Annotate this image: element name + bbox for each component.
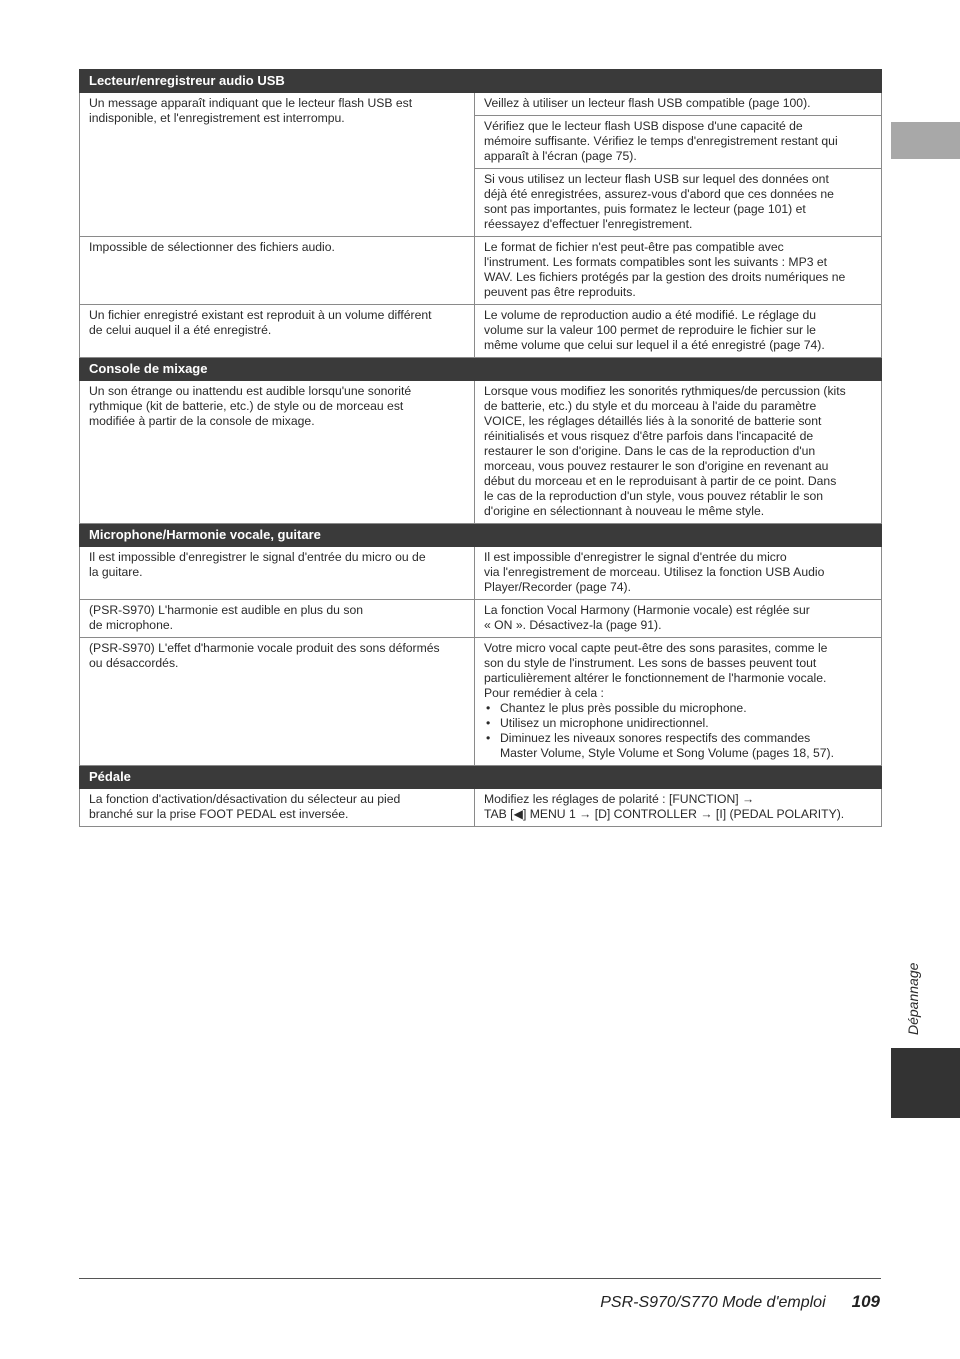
problem-cell xyxy=(80,93,475,237)
solution-text: La fonction Vocal Harmony (Harmonie vocale) est réglée sur « ON ». Désactivez-la (page 91). xyxy=(484,603,810,632)
solution-cell xyxy=(475,600,882,638)
problem-cell xyxy=(80,547,475,600)
table-row xyxy=(80,93,882,116)
solution-text: Le format de fichier n'est peut-être pas compatible avec l'instrument. Les formats compatibles sont les suivants : MP3 et WAV. Les fichiers protégés par la gestion des droits numériques ne peuvent pas être reproduits. xyxy=(484,240,846,299)
table-row xyxy=(80,600,882,638)
problem-cell xyxy=(80,789,475,827)
problem-cell xyxy=(80,638,475,766)
section-header-row xyxy=(80,70,882,93)
problem-cell xyxy=(80,237,475,305)
table-row xyxy=(80,789,882,827)
problem-text: Un fichier enregistré existant est reproduit à un volume différent de celui auquel il a été enregistré. xyxy=(89,308,432,337)
solution-bullet-list xyxy=(484,701,873,761)
table-row xyxy=(80,381,882,524)
solution-cell xyxy=(475,237,882,305)
problem-text: Un son étrange ou inattendu est audible lorsqu'une sonorité rythmique (kit de batterie, etc.) de style ou de morceau est modifiée à partir de la console de mixage. xyxy=(89,384,412,428)
side-tab-block xyxy=(891,1048,960,1118)
problem-text: La fonction d'activation/désactivation du sélecteur au pied branché sur la prise FOOT PEDAL est inversée. xyxy=(89,792,401,821)
footer-divider xyxy=(79,1278,881,1279)
solution-cell xyxy=(475,93,882,116)
bullet-item: • Diminuez les niveaux sonores respectifs des commandes Master Volume, Style Volume et Song Volume (pages 18, 57). xyxy=(500,731,873,761)
page-footer xyxy=(600,1292,880,1312)
solution-cell xyxy=(475,169,882,237)
solution-cell xyxy=(475,305,882,358)
side-chapter-label: Dépannage xyxy=(905,962,921,1035)
section-header-row xyxy=(80,358,882,381)
solution-text: Lorsque vous modifiez les sonorités rythmiques/de percussion (kits de batterie, etc.) du style et du morceau à l'aide du paramètre VOICE, les réglages détaillés liés à la sonorité de batterie sont réinitialisés et vous risquez d'être parfois dans l'incapacité de restaurer le son d'origine. Dans le cas de la reproduction d'un morceau, vous pouvez restaurer le son d'origine en revenant au début du morceau et en le reproduisant à partir de ce point. Dans le cas de la reproduction d'un style, vous pouvez rétablir le son d'origine en sélectionnant à nouveau le même style. xyxy=(484,384,846,518)
solution-text: Vérifiez que le lecteur flash USB dispose d'une capacité de mémoire suffisante. Vérifiez le temps d'enregistrement restant qui apparaît à l'écran (page 75). xyxy=(484,119,838,163)
problem-text: Il est impossible d'enregistrer le signal d'entrée du micro ou de la guitare. xyxy=(89,550,426,579)
problem-text: Impossible de sélectionner des fichiers audio. xyxy=(89,240,335,254)
problem-text: Un message apparaît indiquant que le lecteur flash USB est indisponible, et l'enregistrement est interrompu. xyxy=(89,96,413,125)
solution-text: Si vous utilisez un lecteur flash USB sur lequel des données ont déjà été enregistrées, assurez-vous d'abord que ces données ne sont pas importantes, puis formatez le lecteur (page 101) et réessayez d'effectuer l'enregistrement. xyxy=(484,172,834,231)
bullet-item: • Chantez le plus près possible du microphone. xyxy=(500,701,873,716)
section-title: Console de mixage xyxy=(80,358,882,381)
table-row xyxy=(80,547,882,600)
solution-text: Le volume de reproduction audio a été modifié. Le réglage du volume sur la valeur 100 permet de reproduire le fichier sur le même volume que celui sur lequel il a été enregistré (page 74). xyxy=(484,308,825,352)
section-title: Lecteur/enregistreur audio USB xyxy=(80,70,882,93)
solution-cell xyxy=(475,789,882,827)
side-tab-marker xyxy=(891,122,960,159)
solution-cell xyxy=(475,381,882,524)
manual-title: PSR-S970/S770 Mode d'emploi xyxy=(600,1294,826,1311)
section-title: Pédale xyxy=(80,766,882,789)
problem-cell xyxy=(80,305,475,358)
section-header-row xyxy=(80,524,882,547)
solution-cell xyxy=(475,638,882,766)
table-row xyxy=(80,237,882,305)
problem-cell xyxy=(80,600,475,638)
solution-cell xyxy=(475,116,882,169)
section-title: Microphone/Harmonie vocale, guitare xyxy=(80,524,882,547)
table-row xyxy=(80,305,882,358)
solution-text: Modifiez les réglages de polarité : [FUNCTION] → TAB [◀] MENU 1 → [D] CONTROLLER → [I] (PEDAL POLARITY). xyxy=(484,792,845,821)
troubleshooting-table xyxy=(79,69,882,827)
section-header-row xyxy=(80,766,882,789)
solution-text: Votre micro vocal capte peut-être des sons parasites, comme le son du style de l'instrument. Les sons de basses peuvent tout particulièrement altérer le fonctionnement de l'harmonie vocale. Pour remédier à cela : xyxy=(484,641,828,700)
page-number: 109 xyxy=(851,1292,880,1311)
solution-text: Veillez à utiliser un lecteur flash USB compatible (page 100). xyxy=(484,96,811,110)
solution-text: Il est impossible d'enregistrer le signal d'entrée du micro via l'enregistrement de morceau. Utilisez la fonction USB Audio Player/Recorder (page 74). xyxy=(484,550,825,594)
problem-cell xyxy=(80,381,475,524)
problem-text: (PSR-S970) L'harmonie est audible en plus du son de microphone. xyxy=(89,603,363,632)
bullet-item: • Utilisez un microphone unidirectionnel. xyxy=(500,716,873,731)
solution-cell xyxy=(475,547,882,600)
table-row xyxy=(80,638,882,766)
problem-text: (PSR-S970) L'effet d'harmonie vocale produit des sons déformés ou désaccordés. xyxy=(89,641,440,670)
